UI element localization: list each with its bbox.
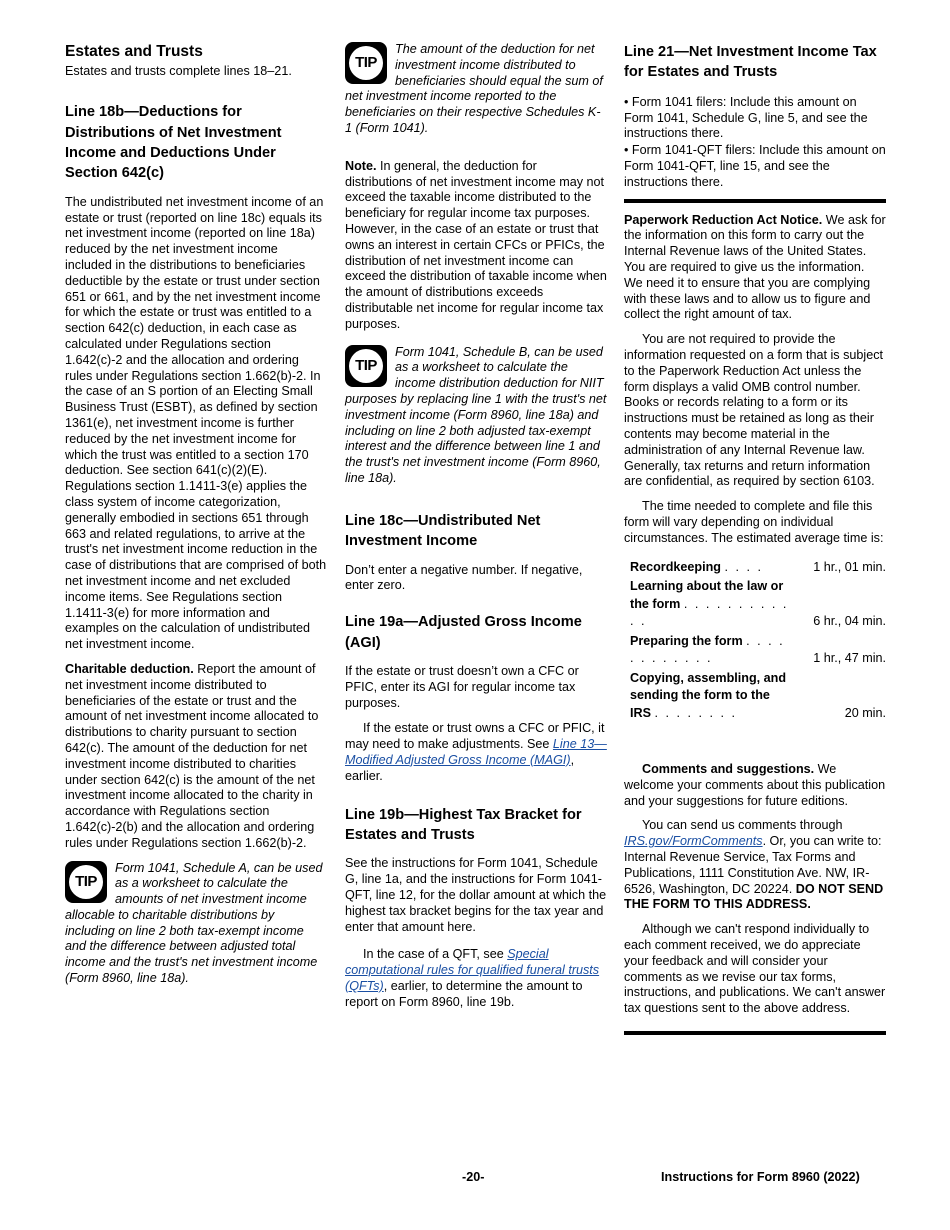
list-item: • Form 1041-QFT filers: Include this amount on Form 1041-QFT, line 15, and see the instructions there. — [624, 143, 886, 189]
heading-line-18c: Line 18c—Undistributed Net Investment Income — [345, 512, 541, 550]
table-row: Learning about the law or the form . . . . . . . . . . . . 6 hr., 04 min. — [630, 579, 886, 629]
end-divider — [624, 1031, 886, 1035]
section-divider — [624, 199, 886, 203]
table-row: Recordkeeping . . . . 1 hr., 01 min. — [630, 559, 886, 574]
tip-schedule-b — [345, 345, 607, 487]
page-number: -20- — [462, 1170, 485, 1184]
tip-k1-text: The amount of the deduction for net investment income distributed to beneficiaries should equal the sum of net investment income reported to the beneficiaries on their respective Schedules K-1 (Form 1041). — [345, 42, 603, 135]
heading-estates-trusts: Estates and Trusts — [65, 43, 203, 60]
time-needed-para: The time needed to complete and file this form will vary depending on individual circumstances. The estimated average time is: — [624, 499, 884, 545]
line-19a-text-2: If the estate or trust owns a CFC or PFIC, it may need to make adjustments. See Line 13—Modified Adjusted Gross Income (MAGI), earlier. — [345, 721, 607, 783]
tip-k1 — [345, 42, 607, 137]
link-irs-form-comments[interactable]: IRS.gov/FormComments — [624, 834, 763, 849]
tip-icon: TIP — [65, 861, 107, 903]
link-line-13-magi[interactable]: Line 13—Modified Adjusted Gross Income (MAGI) — [345, 737, 607, 767]
document-footer-title: Instructions for Form 8960 (2022) — [661, 1170, 860, 1184]
list-item: • Form 1041 filers: Include this amount on Form 1041, Schedule G, line 5, and see the instructions there. — [624, 94, 868, 141]
column-2 — [345, 42, 607, 1020]
charitable-deduction-lead: Charitable deduction. — [65, 661, 194, 676]
charitable-deduction-para — [65, 662, 327, 852]
tip-schedule-b-text: Form 1041, Schedule B, can be used as a worksheet to calculate the income distribution deduction for NIIT purposes by replacing line 1 with the trust's net investment income (Form 8960, line 18a) and including on line 2 both adjusted tax-exempt interest and the difference between line 1 and the trust's net investment income (Form 8960, line 18a). — [345, 344, 607, 485]
column-3 — [624, 42, 886, 1035]
heading-line-18b: Line 18b—Deductions for Distributions of Net Investment Income and Deductions Under Section 642(c) — [65, 104, 282, 182]
comments-para: Comments and suggestions. We welcome your comments about this publication and your suggestions for future editions. — [624, 762, 886, 808]
time-estimates-table — [630, 559, 886, 723]
line-19a-text-1: If the estate or trust doesn’t own a CFC or PFIC, enter its AGI for regular income tax purposes. — [345, 663, 579, 710]
tip-schedule-a — [65, 861, 327, 987]
line-19b-text-1: See the instructions for Form 1041, Schedule G, line 1a, and the instructions for Form 1041-QFT, line 12, for the dollar amount at which the highest tax bracket begins for the tax year and enter that amount here. — [345, 856, 607, 934]
line-18c-text: Don’t enter a negative number. If negative, enter zero. — [345, 562, 583, 593]
table-row: Copying, assembling, and sending the form to the IRS . . . . . . . . 20 min. — [630, 670, 886, 720]
link-special-qft-rules[interactable]: Special computational rules for qualified funeral trusts (QFTs) — [345, 947, 600, 993]
line-21-bullets — [624, 95, 886, 191]
note-text: In general, the deduction for distributions of net investment income may not exceed the taxable income distributed to the beneficiary for regular income tax purposes. However, in the case of an estate or trust that owns an interest in certain CFCs or PFICs, the distribution of net investment income can exceed the distribution of taxable income when the amount of distributions exceeds distributable net income for regular income tax purposes. — [345, 158, 607, 331]
although-para: Although we can't respond individually to each comment received, we do appreciate your feedback and will consider your comments as we revise our tax forms, instructions, and publications. We can't answer tax questions sent to the above address. — [624, 922, 886, 1016]
tip-icon: TIP — [345, 42, 387, 84]
estates-intro: Estates and trusts complete lines 18–21. — [65, 64, 292, 79]
send-comments-para: You can send us comments through IRS.gov/FormComments. Or, you can write to: Internal Revenue Service, Tax Forms and Publications, 1111 Constitution Ave. NW, IR-6526, Washington, DC 20224. DO NOT SEND THE FORM TO THIS ADDRESS. — [624, 818, 884, 912]
heading-line-19a: Line 19a—Adjusted Gross Income (AGI) — [345, 614, 582, 651]
column-1 — [65, 42, 327, 997]
line-19b-text-2: In the case of a QFT, see Special computational rules for qualified funeral trusts (QFTs), earlier, to determine the amount to report on Form 8960, line 19b. — [345, 947, 600, 1009]
tip-schedule-a-text: Form 1041, Schedule A, can be used as a worksheet to calculate the amounts of net investment income allocable to charitable distributions by including on line 2 both tax-exempt income and the difference between adjusted total income and the trust's net investment income (Form 8960, line 18a). — [65, 860, 323, 986]
heading-line-21: Line 21—Net Investment Income Tax for Estates and Trusts — [624, 44, 877, 81]
line-18b-text: The undistributed net investment income of an estate or trust (reported on line 18c) equals its net investment income (reported on line 18a) reduced by the net investment income included in the distributions to beneficiaries deductible by the estate or trust under section 651 or 661, and by the net investment income for which the estate or trust was entitled to a section 642(c) deduction, in each case as calculated under Regulations section 1.642(c)-2 and the allocation and ordering rules under Regulations section 1.662(b)-2. In the case of an S portion of an Electing Small Business Trust (ESBT), as defined by section 1361(e), net investment income is further reduced by the net investment income for which the trust was entitled to a section 170 deduction. See section 641(c)(2)(E). Regulations section 1.1411-3(e) applies the class system of income categorization, generally embodied in sections 651 through 663 and related regulations, to arrive at the trust's net investment income reduction in the case of distributions that are comprised of both net investment income and net excluded income items. See Regulations section 1.1411-3(e) for more information and examples on the calculation of undistributed net investment income. — [65, 194, 327, 652]
table-row: Preparing the form . . . . . . . . . . . . 1 hr., 47 min. — [630, 633, 886, 666]
heading-line-19b: Line 19b—Highest Tax Bracket for Estates and Trusts — [345, 806, 582, 843]
note-para — [345, 159, 607, 333]
comments-lead: Comments and suggestions. — [642, 762, 815, 777]
paperwork-notice-lead: Paperwork Reduction Act Notice. — [624, 212, 823, 227]
tip-icon: TIP — [345, 345, 387, 387]
not-required-para: You are not required to provide the information requested on a form that is subject to the Paperwork Reduction Act unless the form displays a valid OMB control number. Books or records relating to a form or its instructions must be retained as long as their contents may become material in the administration of any Internal Revenue law. Generally, tax returns and return information are confidential, as required by section 6103. — [624, 332, 884, 489]
paperwork-notice-para: Paperwork Reduction Act Notice. We ask for the information on this form to carry out the Internal Revenue laws of the United States. You are required to give us the information. We need it to ensure that you are complying with these laws and to allow us to figure and collect the right amount of tax. — [624, 212, 886, 322]
note-lead: Note. — [345, 158, 377, 173]
charitable-deduction-text: Report the amount of net investment income distributed to beneficiaries of the estate or trust and the amount of net investment income allocated to distributions to charity pursuant to section 642(c). The amount of the deduction for net investment income distributed to charities under section 642(c) is the amount of the net investment income allocated to the charity in accordance with Regulations section 1.642(c)-2(b) and the allocation and ordering rules under Regulations section 1.662(b)-2. — [65, 661, 319, 850]
